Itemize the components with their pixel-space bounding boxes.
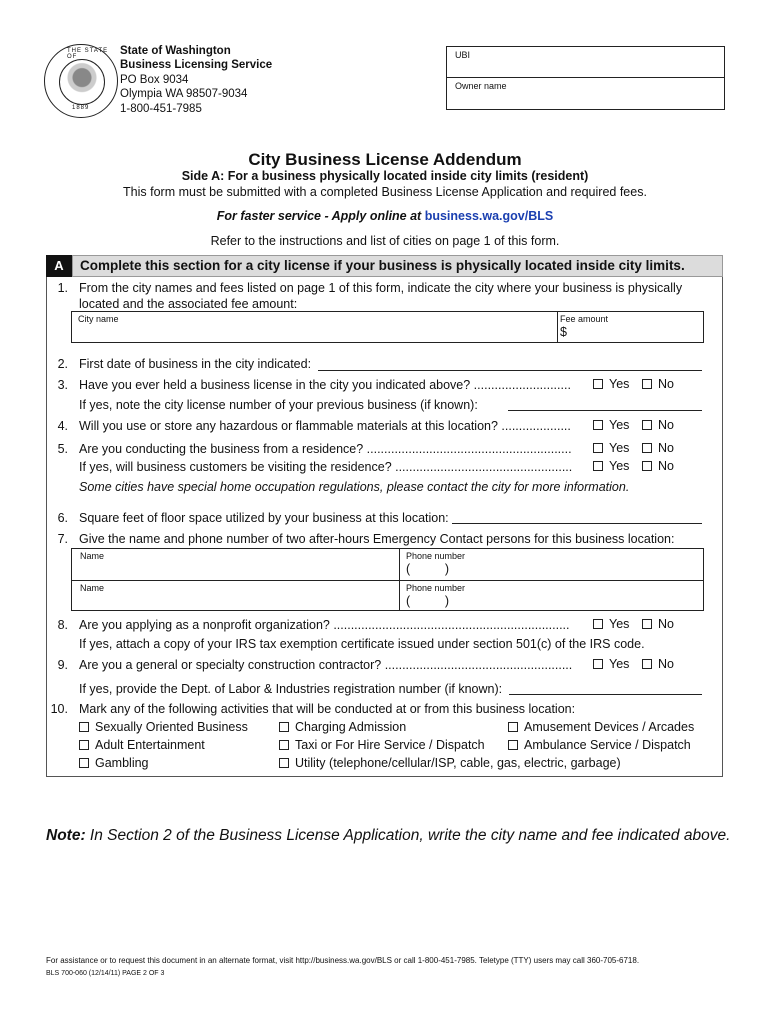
q2-text: First date of business in the city indicated: [79, 357, 312, 371]
owner-name-field[interactable] [447, 77, 724, 107]
q10-number: 10. [50, 702, 68, 716]
fee-dollar-sign: $ [560, 325, 567, 339]
square-feet-input[interactable] [452, 511, 702, 524]
online-link[interactable]: business.wa.gov/BLS [424, 209, 554, 223]
previous-license-input[interactable] [508, 398, 702, 411]
q6-number: 6. [57, 511, 68, 525]
checkbox[interactable] [79, 758, 89, 768]
activity-option[interactable] [79, 719, 248, 736]
checkbox[interactable] [79, 740, 89, 750]
q4-yes-option[interactable] [593, 418, 629, 432]
phone-area-code: ( ) [406, 562, 450, 576]
q8-number: 8. [57, 618, 68, 632]
yes-label: Yes [609, 418, 630, 432]
no-label: No [658, 617, 674, 631]
q8-no-option[interactable] [642, 617, 674, 631]
agency-name: Business Licensing Service [120, 59, 273, 72]
q8-followup: If yes, attach a copy of your IRS tax exemption certificate issued under section 501(c) of the IRS code. [79, 637, 645, 651]
form-title: City Business License Addendum [248, 150, 522, 169]
form-side-subtitle: Side A: For a business physically located inside city limits (resident) [181, 169, 589, 183]
activity-option[interactable] [279, 755, 621, 772]
checkbox[interactable] [593, 619, 603, 629]
section-a-header [46, 255, 723, 277]
activity-option[interactable] [279, 719, 406, 736]
name-label: Name [80, 583, 105, 593]
q7-text: Give the name and phone number of two after-hours Emergency Contact persons for this business location: [79, 532, 675, 546]
section-letter: A [46, 255, 72, 277]
checkbox[interactable] [642, 659, 652, 669]
no-label: No [658, 377, 674, 391]
checkbox[interactable] [279, 722, 289, 732]
checkbox[interactable] [593, 659, 603, 669]
city-name-label: City name [78, 314, 119, 324]
agency-po-box: PO Box 9034 [120, 73, 189, 86]
owner-name-label: Owner name [455, 81, 507, 91]
agency-phone: 1-800-451-7985 [120, 102, 202, 115]
q5-number: 5. [57, 442, 68, 456]
checkbox[interactable] [642, 379, 652, 389]
activity-option[interactable] [279, 737, 485, 754]
q5b-no-option[interactable] [642, 459, 674, 473]
q5-text: Are you conducting the business from a residence? ........................................................... [79, 442, 572, 456]
activity-label: Gambling [95, 756, 149, 770]
activity-label: Adult Entertainment [95, 738, 205, 752]
state-seal [44, 44, 118, 118]
city-name-field[interactable] [72, 312, 558, 342]
q10-text: Mark any of the following activities that will be conducted at or from this business location: [79, 702, 576, 716]
agency-state: State of Washington [120, 45, 231, 57]
seal-top-text: THE STATE OF [67, 48, 109, 60]
ubi-owner-box [446, 46, 725, 110]
q4-number: 4. [57, 419, 68, 433]
q1-text-line2: located and the associated fee amount: [79, 297, 298, 311]
activity-option[interactable] [79, 755, 149, 772]
activity-label: Amusement Devices / Arcades [524, 720, 695, 734]
checkbox[interactable] [593, 443, 603, 453]
activity-label: Taxi or For Hire Service / Dispatch [295, 738, 485, 752]
yes-label: Yes [609, 657, 630, 671]
q5-yes-option[interactable] [593, 441, 629, 455]
yes-label: Yes [609, 617, 630, 631]
activity-option[interactable] [508, 719, 694, 736]
name-label: Name [80, 551, 105, 561]
home-occupation-note: Some cities have special home occupation regulations, please contact the city for more information. [79, 480, 630, 494]
seal-year: 1889 [72, 105, 90, 111]
agency-address [120, 44, 272, 116]
checkbox[interactable] [508, 722, 518, 732]
q5-followup: If yes, will business customers be visiting the residence? ................................................... [79, 460, 573, 474]
checkbox[interactable] [593, 420, 603, 430]
q1-text-line1: From the city names and fees listed on page 1 of this form, indicate the city where your business is physically [79, 281, 683, 295]
checkbox[interactable] [642, 443, 652, 453]
contact2-phone-field[interactable] [400, 581, 703, 610]
contact2-name-field[interactable] [72, 581, 400, 610]
checkbox[interactable] [593, 461, 603, 471]
phone-area-code: ( ) [406, 594, 450, 608]
no-label: No [658, 657, 674, 671]
q2-number: 2. [57, 357, 68, 371]
checkbox[interactable] [279, 758, 289, 768]
section2-note [46, 827, 730, 845]
ubi-label: UBI [455, 50, 471, 60]
contact1-phone-field[interactable] [400, 549, 703, 581]
phone-label: Phone number [406, 583, 466, 593]
refer-instructions: Refer to the instructions and list of cities on page 1 of this form. [210, 234, 560, 248]
q9-text: Are you a general or specialty construction contractor? ...................................................... [79, 658, 573, 672]
phone-label: Phone number [406, 551, 466, 561]
fee-amount-label: Fee amount [560, 314, 609, 324]
faster-service-line [0, 209, 770, 223]
no-label: No [658, 441, 674, 455]
checkbox[interactable] [642, 420, 652, 430]
q4-text: Will you use or store any hazardous or flammable materials at this location? .................... [79, 419, 571, 433]
checkbox[interactable] [279, 740, 289, 750]
q5-no-option[interactable] [642, 441, 674, 455]
activity-label: Utility (telephone/cellular/ISP, cable, gas, electric, garbage) [295, 756, 621, 770]
q9-yes-option[interactable] [593, 657, 629, 671]
activity-label: Charging Admission [295, 720, 407, 734]
q5b-yes-option[interactable] [593, 459, 629, 473]
form-code: BLS 700-060 (12/14/11) PAGE 2 OF 3 [46, 970, 165, 977]
submission-note: This form must be submitted with a completed Business License Application and required fees. [123, 185, 647, 199]
yes-label: Yes [609, 459, 630, 473]
activity-option[interactable] [79, 737, 205, 754]
first-date-input[interactable] [318, 358, 702, 371]
q3-yes-option[interactable] [593, 377, 629, 391]
q9-no-option[interactable] [642, 657, 674, 671]
faster-service-text: For faster service - Apply online at [216, 209, 425, 223]
no-label: No [658, 459, 674, 473]
contact1-name-field[interactable] [72, 549, 400, 581]
q9-followup: If yes, provide the Dept. of Labor & Industries registration number (if known): [79, 682, 503, 696]
activity-label: Sexually Oriented Business [95, 720, 248, 734]
section-heading: Complete this section for a city license if your business is physically located inside city limits. [72, 255, 723, 277]
q4-no-option[interactable] [642, 418, 674, 432]
q3-followup: If yes, note the city license number of your previous business (if known): [79, 398, 478, 412]
note-text: In Section 2 of the Business License Application, write the city name and fee indicated above. [85, 827, 731, 844]
emergency-contacts-table [71, 548, 704, 611]
checkbox[interactable] [642, 619, 652, 629]
checkbox[interactable] [508, 740, 518, 750]
no-label: No [658, 418, 674, 432]
q3-text: Have you ever held a business license in the city you indicated above? ............................ [79, 378, 571, 392]
q6-text: Square feet of floor space utilized by your business at this location: [79, 511, 449, 525]
q7-number: 7. [57, 532, 68, 546]
activity-option[interactable] [508, 737, 691, 754]
note-label: Note: [46, 827, 86, 844]
city-fee-table [71, 311, 704, 343]
q3-number: 3. [57, 378, 68, 392]
washington-portrait [59, 59, 105, 105]
q1-number: 1. [57, 281, 68, 295]
agency-city: Olympia WA 98507-9034 [120, 88, 248, 101]
lni-registration-input[interactable] [509, 682, 702, 695]
assistance-footer: For assistance or to request this document in an alternate format, visit http://business.wa.gov/BLS or call 1-800-451-7985. Teletype (TTY) users may call 360-705-6718. [46, 956, 640, 965]
checkbox[interactable] [79, 722, 89, 732]
checkbox[interactable] [593, 379, 603, 389]
yes-label: Yes [609, 441, 630, 455]
fee-amount-field[interactable] [558, 312, 703, 342]
checkbox[interactable] [642, 461, 652, 471]
yes-label: Yes [609, 377, 630, 391]
q8-yes-option[interactable] [593, 617, 629, 631]
ubi-field[interactable] [447, 47, 724, 77]
q9-number: 9. [57, 658, 68, 672]
q3-no-option[interactable] [642, 377, 674, 391]
q8-text: Are you applying as a nonprofit organization? .................................................................... [79, 618, 570, 632]
activity-label: Ambulance Service / Dispatch [524, 738, 691, 752]
